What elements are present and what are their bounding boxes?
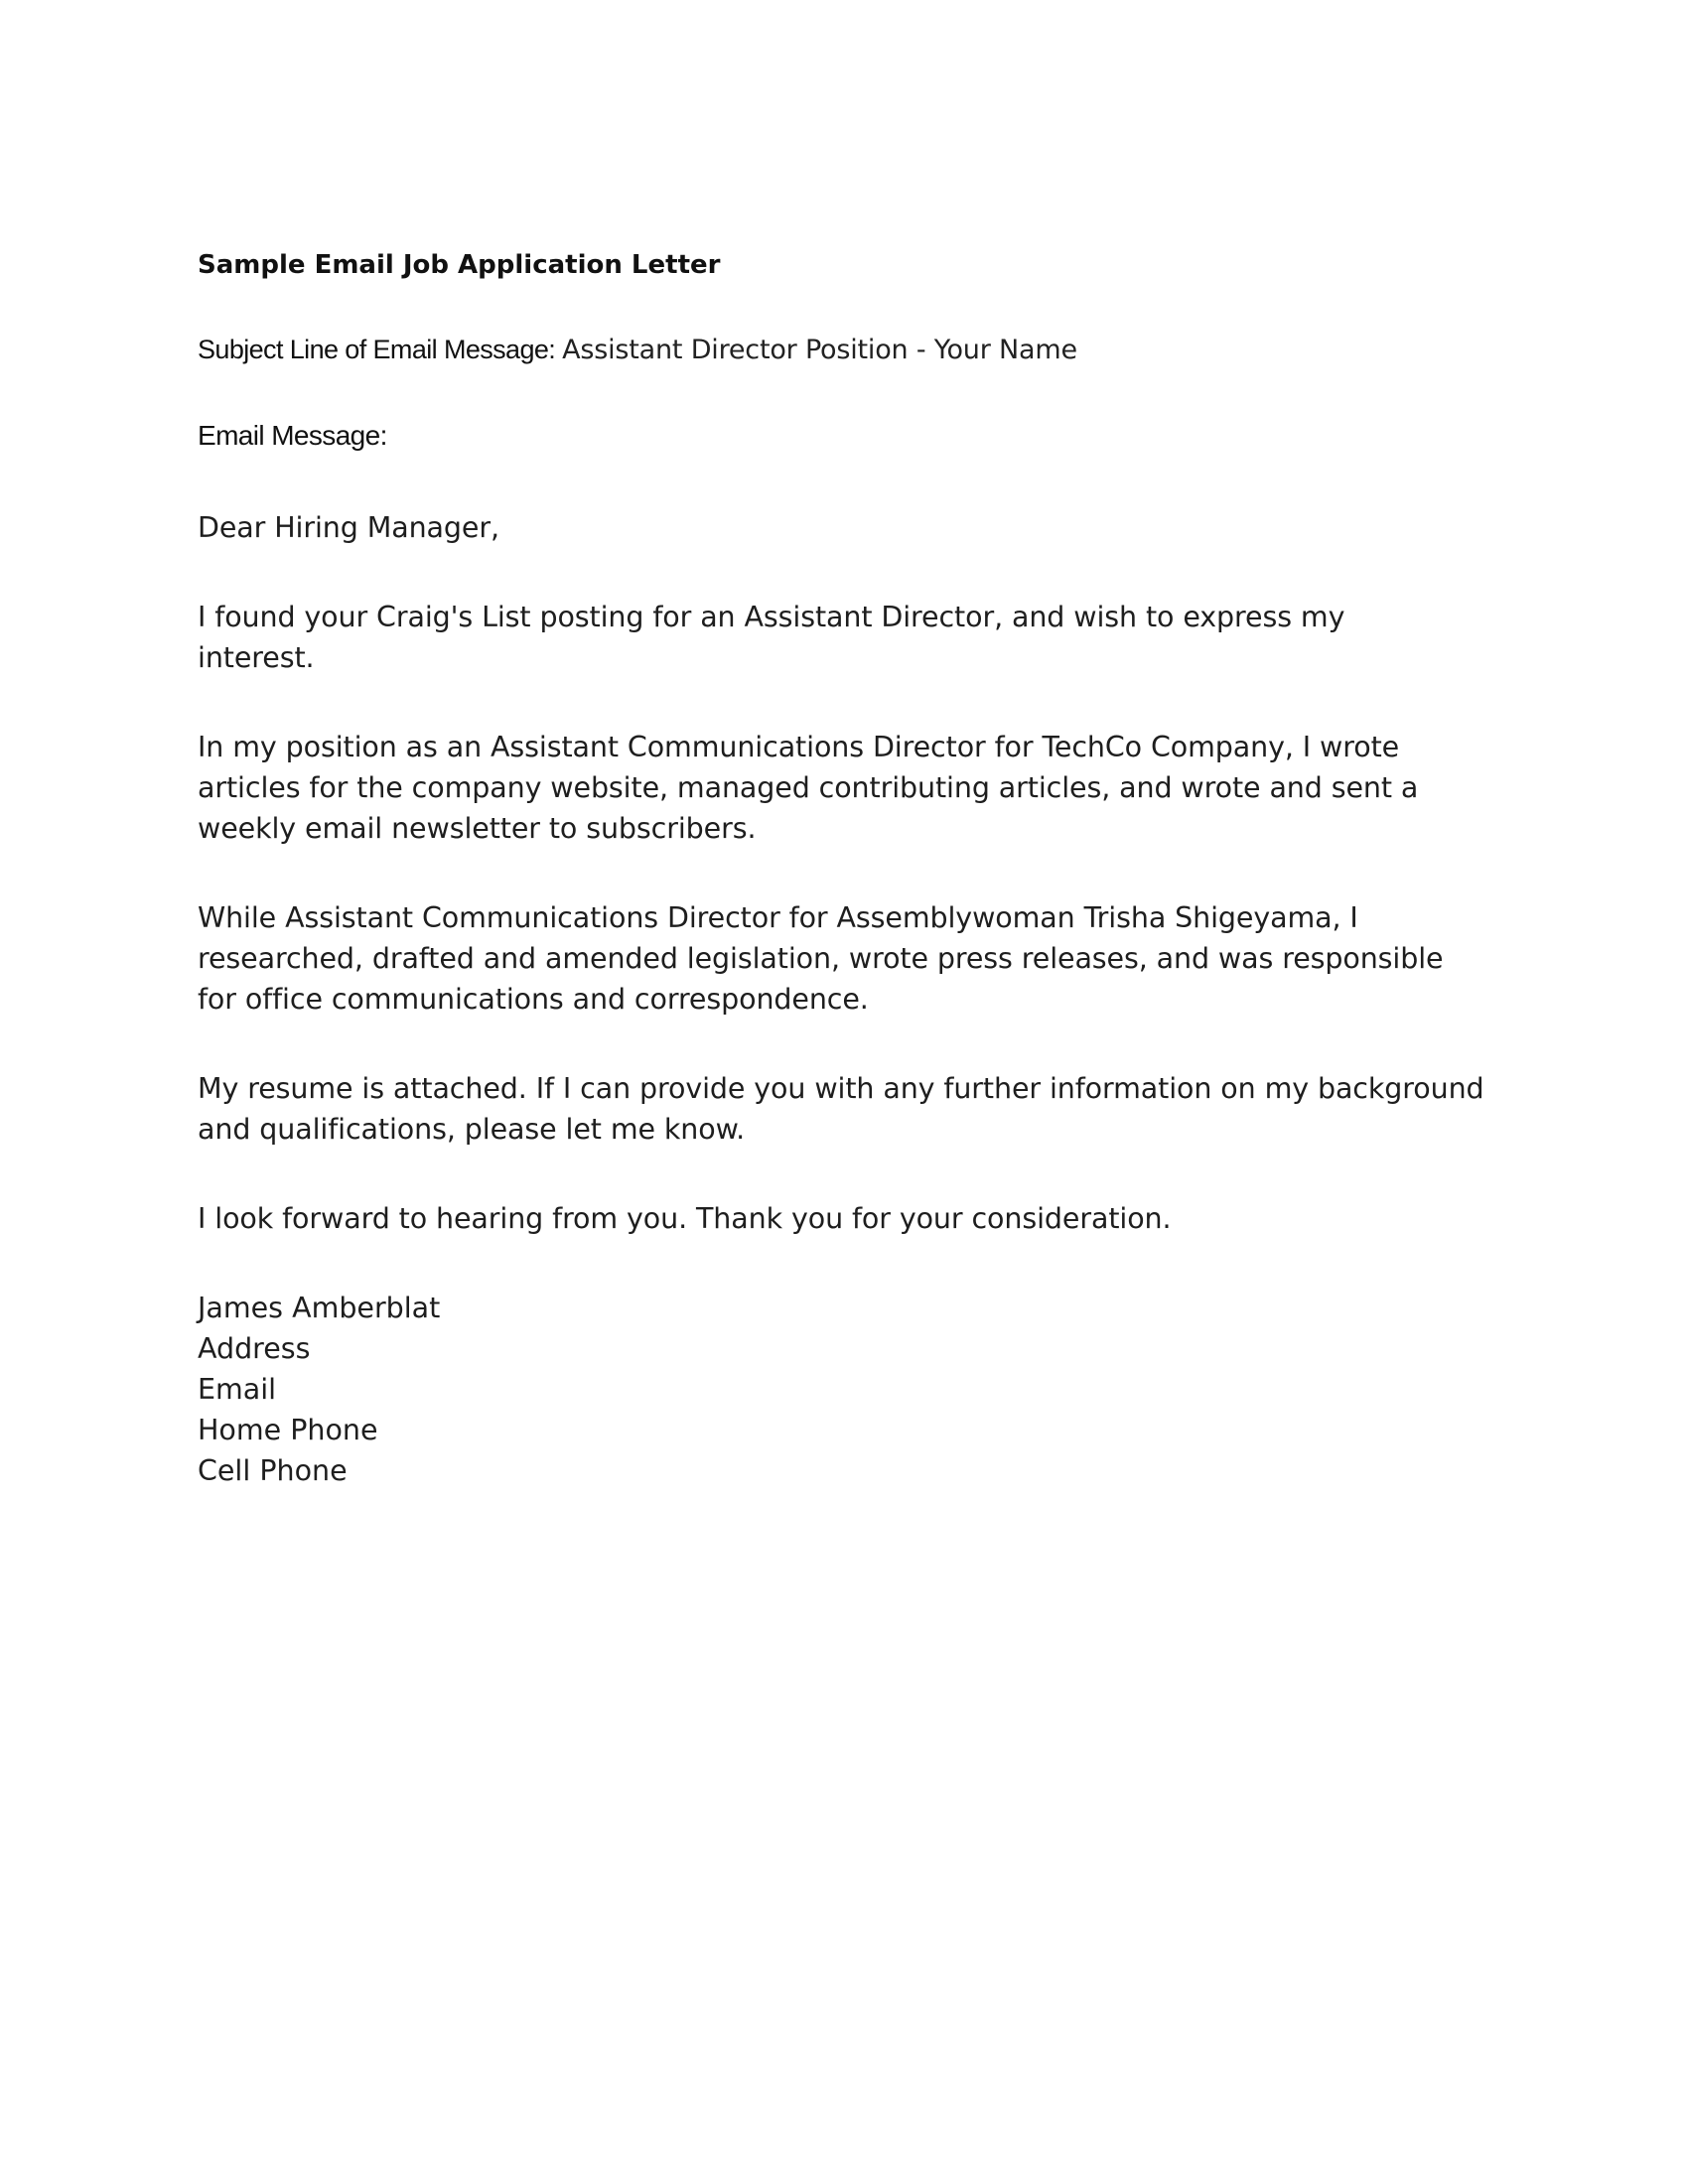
signature-cell-phone: Cell Phone [198, 1454, 348, 1487]
paragraph-closing: I look forward to hearing from you. Thank you for your consideration. [198, 1202, 1172, 1235]
paragraph-interest: I found your Craig's List posting for an Assistant Director, and wish to express my interest. [198, 601, 1345, 674]
signature-block [198, 1288, 1488, 1491]
document-title: Sample Email Job Application Letter [198, 250, 721, 280]
paragraph-assembly: While Assistant Communications Director for Assemblywoman Trisha Shigeyama, I researched, drafted and amended legislation, wrote press releases, and was responsible for office communications and correspondence. [198, 901, 1444, 1016]
signature-home-phone: Home Phone [198, 1414, 378, 1446]
paragraph-resume: My resume is attached. If I can provide you with any further information on my background and qualifications, please let me know. [198, 1072, 1484, 1146]
email-message-label: Email Message: [198, 420, 387, 451]
signature-email: Email [198, 1373, 277, 1406]
subject-label: Subject Line of Email Message [198, 335, 549, 364]
subject-value: Assistant Director Position - Your Name [562, 335, 1077, 365]
letter-content [198, 248, 1488, 1491]
subject-separator: : [548, 335, 563, 364]
salutation: Dear Hiring Manager, [198, 511, 499, 544]
subject-line [198, 332, 1488, 368]
signature-address: Address [198, 1332, 311, 1365]
signature-name: James Amberblat [198, 1292, 441, 1324]
paragraph-techco: In my position as an Assistant Communications Director for TechCo Company, I wrote articles for the company website, managed contributing articles, and wrote and sent a weekly email newsletter to subscribers. [198, 731, 1419, 845]
